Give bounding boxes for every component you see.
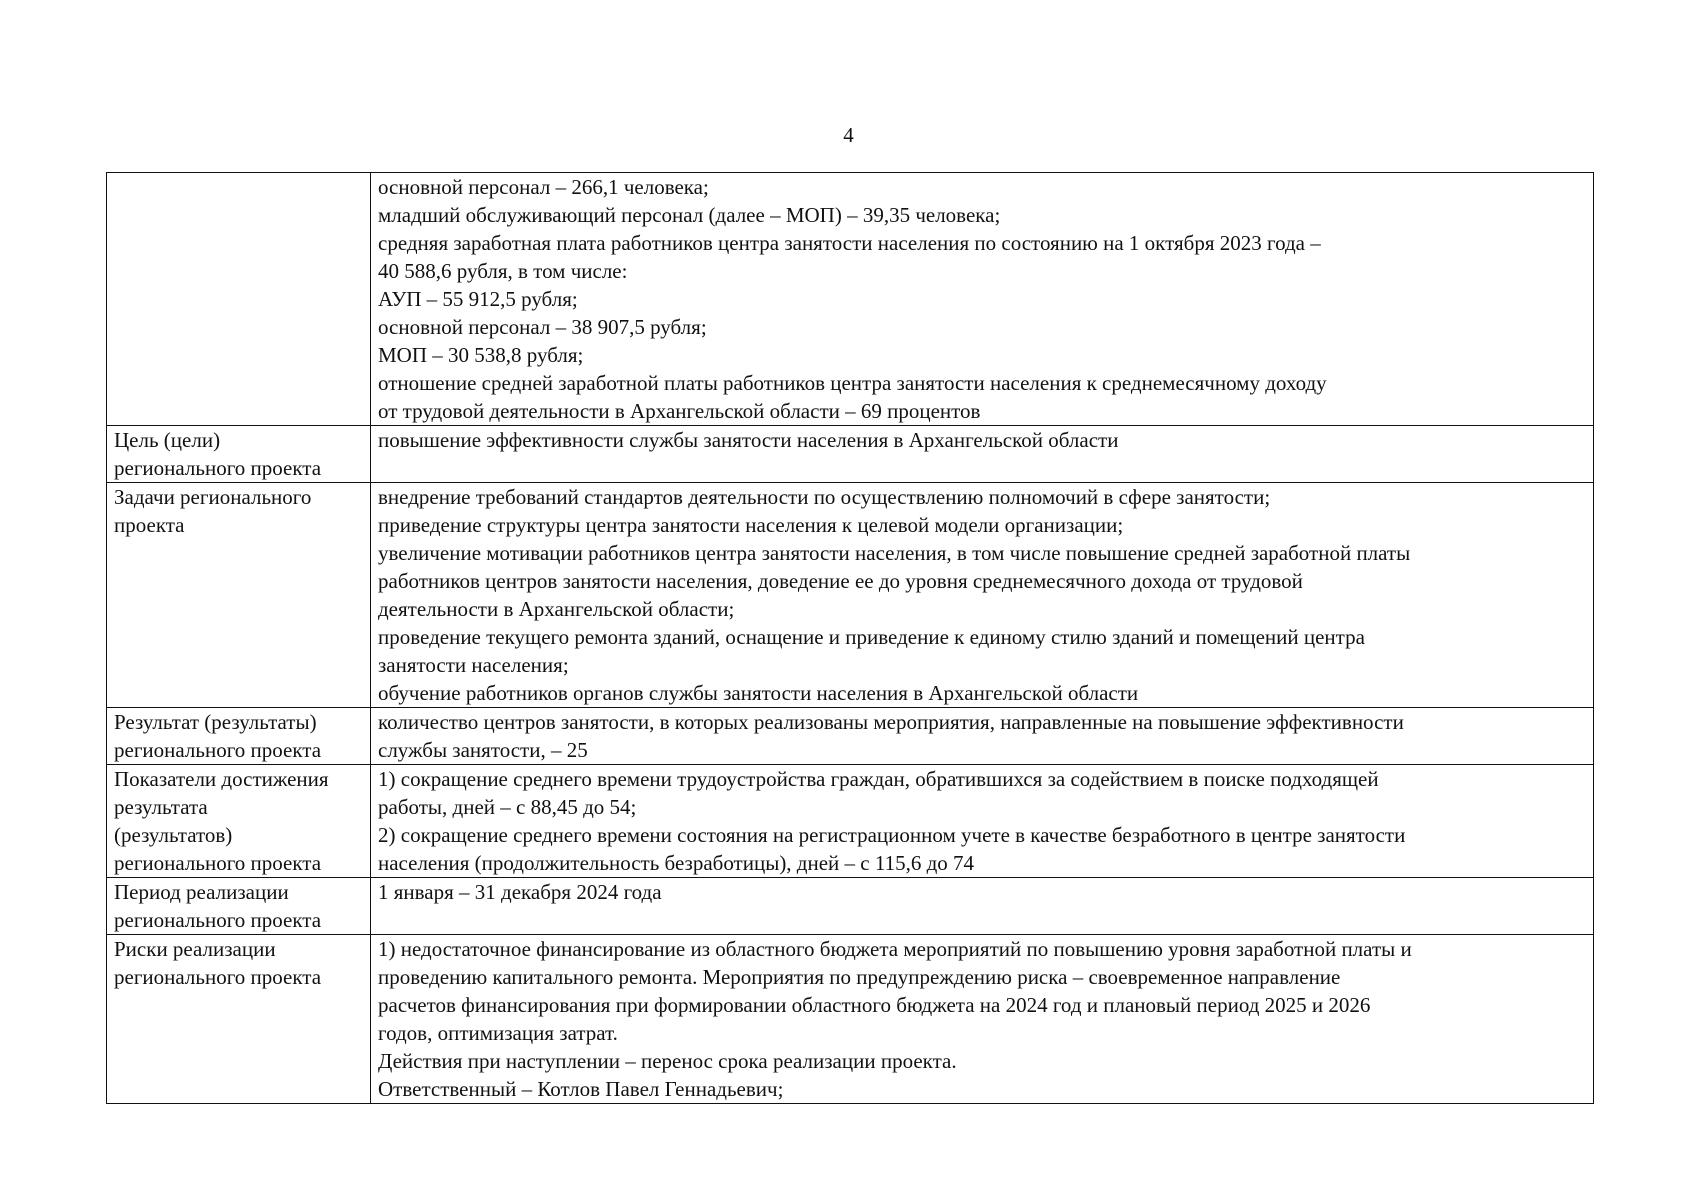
row-content-cell xyxy=(371,935,1594,1104)
row-label-cell xyxy=(107,708,371,765)
content-line: МОП – 30 538,8 рубля; xyxy=(378,343,584,367)
project-passport-table xyxy=(106,172,1594,1104)
row-content-cell xyxy=(371,426,1594,483)
label-line: регионального проекта xyxy=(114,965,322,989)
content-line: АУП – 55 912,5 рубля; xyxy=(378,287,578,311)
label-line: регионального проекта xyxy=(114,738,322,762)
label-line: регионального проекта xyxy=(114,456,322,480)
content-line: отношение средней заработной платы работников центра занятости населения к среднемесячному доходу xyxy=(378,371,1327,395)
table-row xyxy=(107,708,1594,765)
label-line: Задачи регионального xyxy=(114,485,312,509)
row-content-cell xyxy=(371,173,1594,426)
content-line: занятости населения; xyxy=(378,653,569,677)
row-content-cell xyxy=(371,483,1594,708)
content-line: основной персонал – 266,1 человека; xyxy=(378,175,709,199)
content-line: младший обслуживающий персонал (далее – МОП) – 39,35 человека; xyxy=(378,203,1001,227)
content-line: годов, оптимизация затрат. xyxy=(378,1021,618,1045)
table-row xyxy=(107,426,1594,483)
content-line: населения (продолжительность безработицы), дней – с 115,6 до 74 xyxy=(378,851,975,875)
label-line: регионального проекта xyxy=(114,908,322,932)
table-row xyxy=(107,483,1594,708)
content-line: 40 588,6 рубля, в том числе: xyxy=(378,259,628,283)
row-label-cell xyxy=(107,765,371,878)
table-row xyxy=(107,765,1594,878)
label-line: проекта xyxy=(114,513,185,537)
content-line: Ответственный – Котлов Павел Геннадьевич; xyxy=(378,1077,784,1101)
content-line: работников центров занятости населения, доведение ее до уровня среднемесячного дохода от трудовой xyxy=(378,569,1303,593)
table-row xyxy=(107,935,1594,1104)
content-line: деятельности в Архангельской области; xyxy=(378,597,735,621)
row-label-cell xyxy=(107,935,371,1104)
content-line: работы, дней – с 88,45 до 54; xyxy=(378,795,637,819)
content-line: от трудовой деятельности в Архангельской области – 69 процентов xyxy=(378,399,981,423)
row-content-cell xyxy=(371,708,1594,765)
table-row xyxy=(107,173,1594,426)
label-line: Цель (цели) xyxy=(114,428,221,452)
content-line: проведению капитального ремонта. Мероприятия по предупреждению риска – своевременное направление xyxy=(378,965,1341,989)
row-content-cell xyxy=(371,765,1594,878)
content-line: службы занятости, – 25 xyxy=(378,738,588,762)
label-line: Период реализации xyxy=(114,880,289,904)
content-line: 1) недостаточное финансирование из областного бюджета мероприятий по повышению уровня заработной платы и xyxy=(378,937,1412,961)
label-line: Риски реализации xyxy=(114,937,276,961)
page-number: 4 xyxy=(843,123,854,147)
label-line: Результат (результаты) xyxy=(114,710,317,734)
content-line: 1) сокращение среднего времени трудоустройства граждан, обратившихся за содействием в поиске подходящей xyxy=(378,767,1379,791)
row-label-cell xyxy=(107,426,371,483)
row-label-cell xyxy=(107,483,371,708)
label-line: регионального проекта xyxy=(114,851,322,875)
content-line: внедрение требований стандартов деятельности по осуществлению полномочий в сфере занятости; xyxy=(378,485,1271,509)
content-line: Действия при наступлении – перенос срока реализации проекта. xyxy=(378,1049,957,1073)
label-line: Показатели достижения xyxy=(114,767,329,791)
label-line: результата xyxy=(114,795,208,819)
content-line: 2) сокращение среднего времени состояния на регистрационном учете в качестве безработного в центре занятости xyxy=(378,823,1406,847)
content-line: проведение текущего ремонта зданий, оснащение и приведение к единому стилю зданий и помещений центра xyxy=(378,625,1365,649)
content-line: основной персонал – 38 907,5 рубля; xyxy=(378,315,707,339)
content-line: обучение работников органов службы занятости населения в Архангельской области xyxy=(378,681,1139,705)
row-label-cell xyxy=(107,173,371,426)
row-content-cell xyxy=(371,878,1594,935)
content-line: средняя заработная плата работников центра занятости населения по состоянию на 1 октября 2023 года – xyxy=(378,231,1321,255)
content-line: увеличение мотивации работников центра занятости населения, в том числе повышение средней заработной платы xyxy=(378,541,1411,565)
content-line: повышение эффективности службы занятости населения в Архангельской области xyxy=(378,428,1119,452)
content-line: приведение структуры центра занятости населения к целевой модели организации; xyxy=(378,513,1124,537)
label-line: (результатов) xyxy=(114,823,233,847)
table-row xyxy=(107,878,1594,935)
row-label-cell xyxy=(107,878,371,935)
content-line: количество центров занятости, в которых реализованы мероприятия, направленные на повышение эффективности xyxy=(378,710,1404,734)
content-line: расчетов финансирования при формировании областного бюджета на 2024 год и плановый период 2025 и 2026 xyxy=(378,993,1371,1017)
content-line: 1 января – 31 декабря 2024 года xyxy=(378,880,662,904)
